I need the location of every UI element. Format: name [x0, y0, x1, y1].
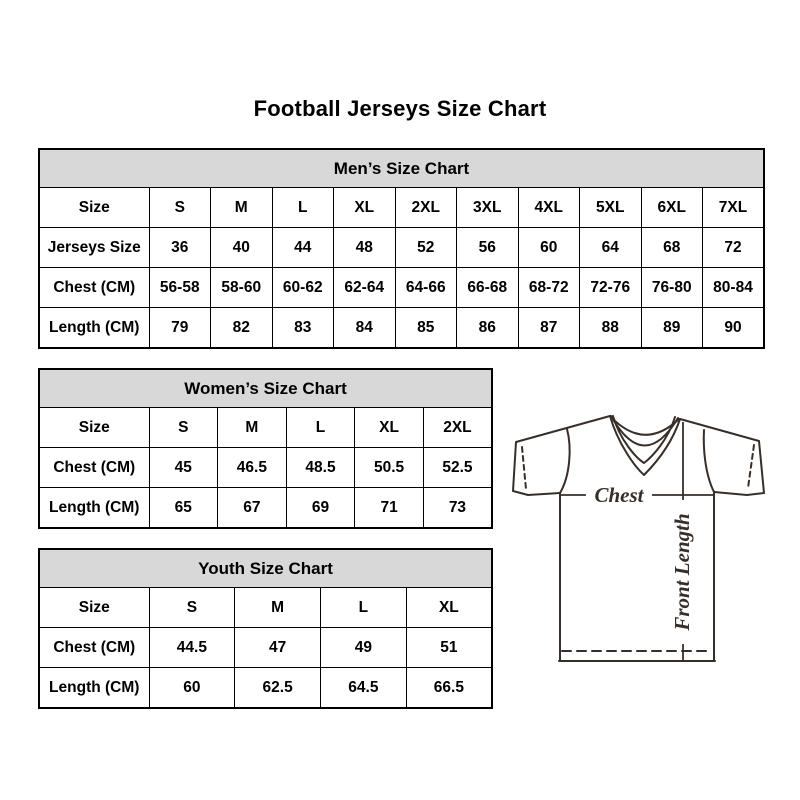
- size-value-cell: 50.5: [355, 448, 424, 488]
- size-value-cell: 60-62: [272, 268, 334, 308]
- table-row: [39, 408, 492, 448]
- size-value-cell: 72-76: [580, 268, 642, 308]
- size-value-cell: 52: [395, 228, 457, 268]
- size-value-cell: 48: [334, 228, 396, 268]
- size-value-cell: 66.5: [406, 668, 492, 709]
- row-label: Chest (CM): [39, 448, 149, 488]
- page-title: Football Jerseys Size Chart: [253, 96, 547, 121]
- row-label: Size: [39, 408, 149, 448]
- size-value-cell: 87: [518, 308, 580, 349]
- size-value-cell: 89: [641, 308, 703, 349]
- row-label: Size: [39, 588, 149, 628]
- table-header-row: [39, 149, 764, 188]
- table-row: [39, 668, 492, 709]
- table-row: [39, 308, 764, 349]
- size-value-cell: 44.5: [149, 628, 235, 668]
- size-value-cell: 62-64: [334, 268, 396, 308]
- size-value-cell: L: [272, 188, 334, 228]
- size-value-cell: L: [321, 588, 407, 628]
- jersey-left-armhole-seam: [560, 429, 570, 493]
- size-value-cell: 58-60: [211, 268, 273, 308]
- size-value-cell: 46.5: [218, 448, 287, 488]
- size-value-cell: 68: [641, 228, 703, 268]
- size-value-cell: 56: [457, 228, 519, 268]
- size-value-cell: 60: [518, 228, 580, 268]
- size-value-cell: 86: [457, 308, 519, 349]
- size-value-cell: 67: [218, 488, 287, 529]
- size-value-cell: 48.5: [286, 448, 355, 488]
- size-value-cell: 2XL: [395, 188, 457, 228]
- size-value-cell: 44: [272, 228, 334, 268]
- jersey-outline: [513, 416, 764, 661]
- size-value-cell: 80-84: [703, 268, 765, 308]
- youth-table-title: Youth Size Chart: [39, 549, 492, 588]
- size-value-cell: 66-68: [457, 268, 519, 308]
- size-value-cell: 4XL: [518, 188, 580, 228]
- size-value-cell: 71: [355, 488, 424, 529]
- size-value-cell: 68-72: [518, 268, 580, 308]
- size-value-cell: 49: [321, 628, 407, 668]
- mens-size-chart-table: [38, 148, 765, 349]
- jersey-right-armhole-seam: [704, 430, 714, 492]
- size-value-cell: 90: [703, 308, 765, 349]
- size-value-cell: 56-58: [149, 268, 211, 308]
- womens-table-title: Women’s Size Chart: [39, 369, 492, 408]
- size-value-cell: 7XL: [703, 188, 765, 228]
- size-value-cell: S: [149, 588, 235, 628]
- size-value-cell: 36: [149, 228, 211, 268]
- size-value-cell: S: [149, 188, 211, 228]
- table-header-row: [39, 549, 492, 588]
- size-value-cell: 82: [211, 308, 273, 349]
- size-value-cell: M: [235, 588, 321, 628]
- size-value-cell: 52.5: [423, 448, 492, 488]
- table-row: [39, 588, 492, 628]
- size-value-cell: M: [211, 188, 273, 228]
- size-value-cell: 76-80: [641, 268, 703, 308]
- size-value-cell: 79: [149, 308, 211, 349]
- chest-label: Chest: [594, 483, 644, 507]
- size-value-cell: 72: [703, 228, 765, 268]
- row-label: Chest (CM): [39, 268, 149, 308]
- size-value-cell: 73: [423, 488, 492, 529]
- size-value-cell: 64.5: [321, 668, 407, 709]
- size-value-cell: 5XL: [580, 188, 642, 228]
- size-value-cell: 2XL: [423, 408, 492, 448]
- jersey-right-cuff-dashed-line: [748, 445, 754, 488]
- size-value-cell: 51: [406, 628, 492, 668]
- size-value-cell: 6XL: [641, 188, 703, 228]
- row-label: Length (CM): [39, 488, 149, 529]
- size-value-cell: S: [149, 408, 218, 448]
- size-value-cell: 40: [211, 228, 273, 268]
- size-value-cell: 64-66: [395, 268, 457, 308]
- size-value-cell: XL: [334, 188, 396, 228]
- size-value-cell: 64: [580, 228, 642, 268]
- size-value-cell: L: [286, 408, 355, 448]
- size-value-cell: M: [218, 408, 287, 448]
- size-value-cell: 85: [395, 308, 457, 349]
- table-row: [39, 268, 764, 308]
- table-row: [39, 188, 764, 228]
- womens-size-chart-table: [38, 368, 493, 529]
- youth-size-chart-table: [38, 548, 493, 709]
- size-value-cell: 69: [286, 488, 355, 529]
- table-row: [39, 448, 492, 488]
- mens-table-title: Men’s Size Chart: [39, 149, 764, 188]
- size-value-cell: 3XL: [457, 188, 519, 228]
- size-value-cell: XL: [355, 408, 424, 448]
- row-label: Size: [39, 188, 149, 228]
- size-value-cell: 88: [580, 308, 642, 349]
- jersey-measurement-diagram: [499, 398, 781, 680]
- jersey-collar-band: [613, 416, 675, 463]
- row-label: Jerseys Size: [39, 228, 149, 268]
- size-value-cell: XL: [406, 588, 492, 628]
- size-value-cell: 45: [149, 448, 218, 488]
- row-label: Chest (CM): [39, 628, 149, 668]
- jersey-collar-arc-inner: [611, 416, 678, 446]
- size-value-cell: 60: [149, 668, 235, 709]
- size-value-cell: 47: [235, 628, 321, 668]
- size-value-cell: 62.5: [235, 668, 321, 709]
- size-value-cell: 83: [272, 308, 334, 349]
- table-row: [39, 228, 764, 268]
- table-row: [39, 628, 492, 668]
- table-header-row: [39, 369, 492, 408]
- jersey-left-cuff-dashed-line: [522, 447, 526, 489]
- size-value-cell: 84: [334, 308, 396, 349]
- row-label: Length (CM): [39, 668, 149, 709]
- table-row: [39, 488, 492, 529]
- front-length-label: Front Length: [670, 513, 694, 631]
- size-value-cell: 65: [149, 488, 218, 529]
- row-label: Length (CM): [39, 308, 149, 349]
